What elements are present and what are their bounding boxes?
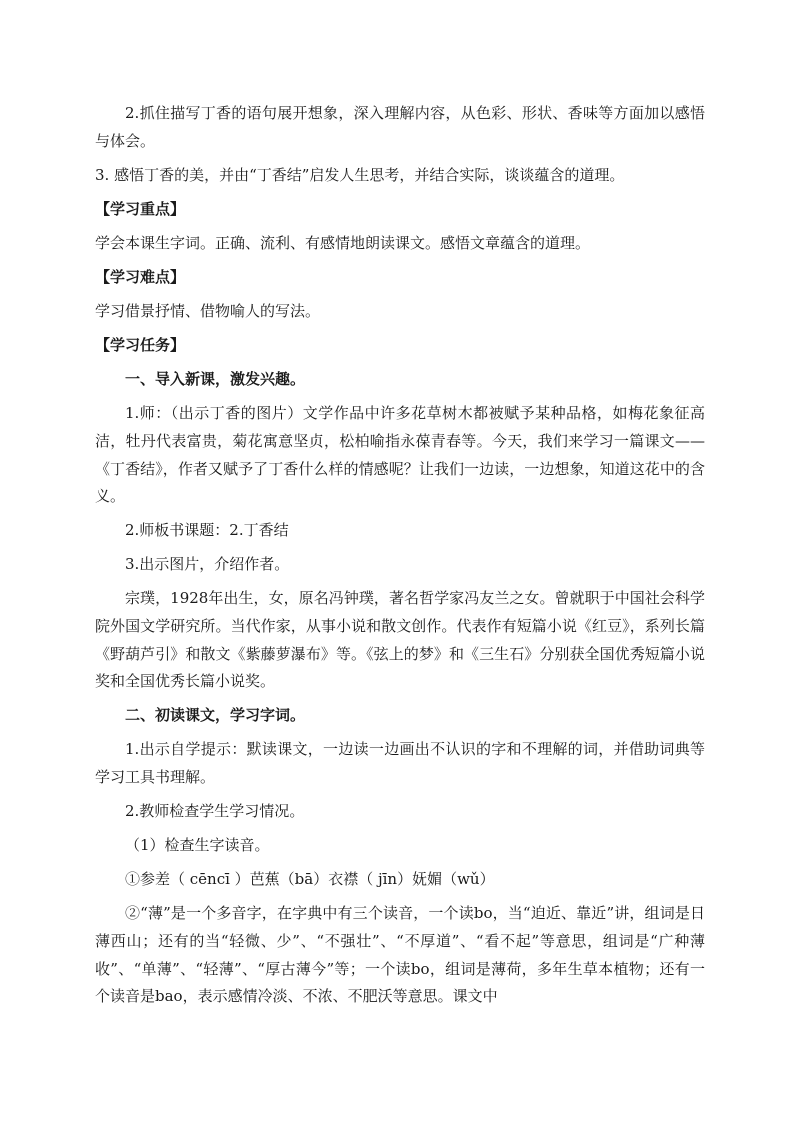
paragraph-show-picture: 3.出示图片，介绍作者。 <box>125 555 290 574</box>
paragraph-teacher-intro: 1.师：（出示丁香的图片）文学作品中许多花草树木都被赋予某种品格，如梅花象征高洁，牡丹代表富贵，菊花寓意坚贞，松柏喻指永葆青春等。今天，我们来学习一篇课文——《丁香结》，作者又赋予了丁香什么样的情感呢？让我们一边读，一边想象，知道这花中的含义。 <box>95 404 705 506</box>
paragraph-pinyin-list: ①参差（ cēncī ）芭蕉（bā）衣襟（ jīn）妩媚（wǔ） <box>125 870 495 889</box>
heading-key-points: 【学习重点】 <box>95 199 186 218</box>
paragraph-author-bio: 宗璞，1928年出生，女，原名冯钟璞，著名哲学家冯友兰之女。曾就职于中国社会科学院外国文学研究所。当代作家，从事小说和散文创作。代表作有短篇小说《红豆》，系列长篇《野葫芦引》和散文《紫藤萝瀑布》等。《弦上的梦》和《三生石》分别获全国优秀短篇小说奖和全国优秀长篇小说奖。 <box>95 589 705 691</box>
paragraph-check: 2.教师检查学生学习情况。 <box>125 802 305 821</box>
paragraph-difficulties: 学习借景抒情、借物喻人的写法。 <box>95 302 321 321</box>
document-body <box>95 100 705 1011</box>
paragraph-check-pronunciation: （1）检查生字读音。 <box>125 836 270 855</box>
heading-difficulties: 【学习难点】 <box>95 267 186 286</box>
paragraph-objective-2: 2.抓住描写丁香的语句展开想象，深入理解内容，从色彩、形状、香味等方面加以感悟与体会。 <box>95 104 705 150</box>
paragraph-board-title: 2.师板书课题：2.丁香结 <box>125 521 289 540</box>
paragraph-self-study: 1.出示自学提示：默读课文，一边读一边画出不认识的字和不理解的词，并借助词典等学习工具书理解。 <box>95 740 705 786</box>
heading-tasks: 【学习任务】 <box>95 336 186 355</box>
section-title-2: 二、初读课文，学习字词。 <box>125 706 306 725</box>
paragraph-objective-3: 3. 感悟丁香的美，并由“丁香结”启发人生思考，并结合实际，谈谈蕴含的道理。 <box>95 165 625 184</box>
section-title-1: 一、导入新课，激发兴趣。 <box>125 370 306 389</box>
paragraph-polyphone: ②“薄”是一个多音字，在字典中有三个读音，一个读bo，当“迫近、靠近”讲，组词是日薄西山；还有的当“轻微、少”、“不强壮”、“不厚道”、“看不起”等意思，组词是“广种薄收”、“单薄”、“轻薄”、“厚古薄今”等；一个读bo，组词是薄荷，多年生草本植物；还有一个读音是bao，表示感情冷淡、不浓、不肥沃等意思。课文中 <box>95 904 705 1006</box>
paragraph-key-points: 学会本课生字词。正确、流利、有感情地朗读课文。感悟文章蕴含的道理。 <box>95 233 591 252</box>
